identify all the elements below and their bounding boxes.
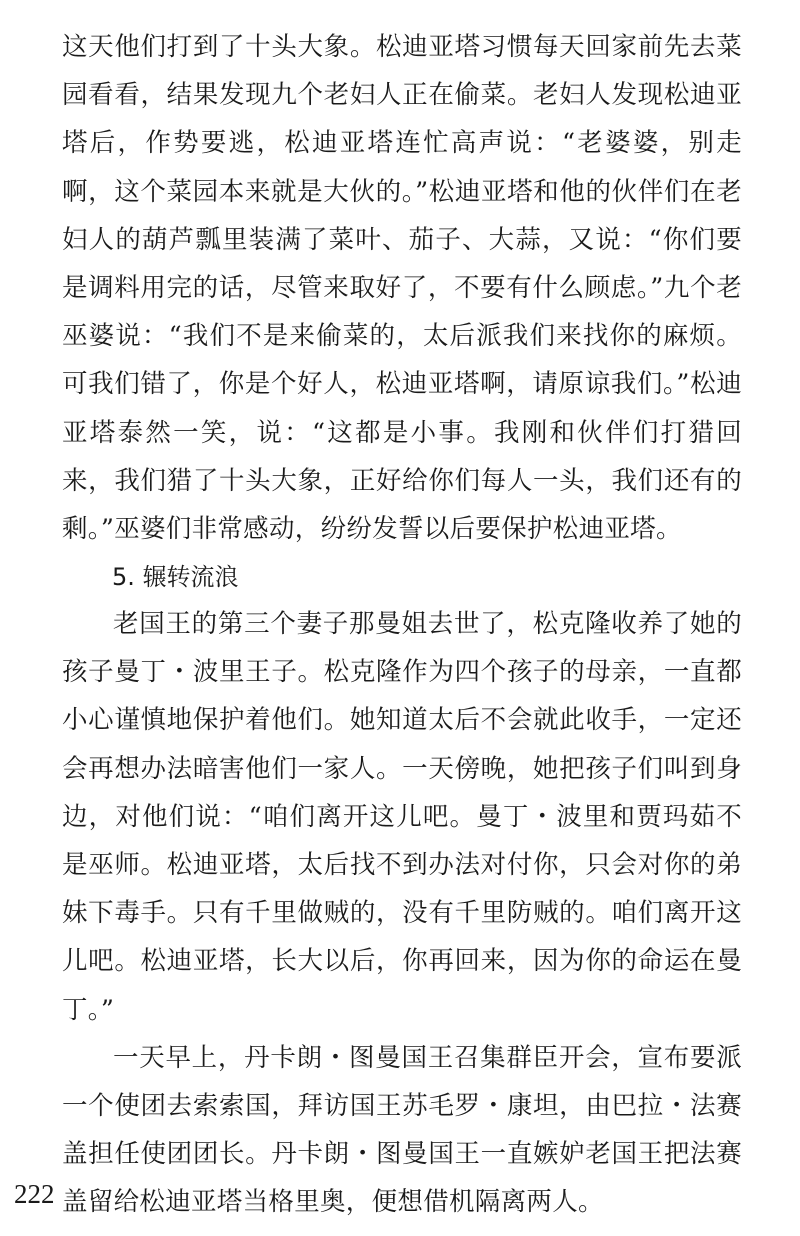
- paragraph-opening: 这天他们打到了十头大象。松迪亚塔习惯每天回家前先去菜园看看，结果发现九个老妇人正在偷菜。老妇人发现松迪亚塔后，作势要逃，松迪亚塔连忙高声说：“老婆婆，别走啊，这个菜园本来就是大伙的。”松迪亚塔和他的伙伴们在老妇人的葫芦瓢里装满了菜叶、茄子、大蒜，又说：“你们要是调料用完的话，尽管来取好了，不要有什么顾虑。”九个老巫婆说：“我们不是来偷菜的，太后派我们来找你的麻烦。可我们错了，你是个好人，松迪亚塔啊，请原谅我们。”松迪亚塔泰然一笑，说：“这都是小事。我刚和伙伴们打猎回来，我们猎了十头大象，正好给你们每人一头，我们还有的剩。”巫婆们非常感动，纷纷发誓以后要保护松迪亚塔。: [62, 32, 742, 545]
- opening-text-block: [62, 23, 742, 553]
- paragraph-section-1: 老国王的第三个妻子那曼姐去世了，松克隆收养了她的孩子曼丁・波里王子。松克隆作为四个孩子的母亲，一直都小心谨慎地保护着他们。她知道太后不会就此收手，一定还会再想办法暗害他们一家人。一天傍晚，她把孩子们叫到身边，对他们说：“咱们离开这儿吧。曼丁・波里和贾玛茹不是巫师。松迪亚塔，太后找不到办法对付你，只会对你的弟妹下毒手。只有千里做贼的，没有千里防贼的。咱们离开这儿吧。松迪亚塔，长大以后，你再回来，因为你的命运在曼丁。”: [62, 609, 742, 1025]
- paragraph-section-2: 一天早上，丹卡朗・图曼国王召集群臣开会，宣布要派一个使团去索索国，拜访国王苏毛罗・康坦，由巴拉・法赛盖担任使团团长。丹卡朗・图曼国王一直嫉妒老国王把法赛盖留给松迪亚塔当格里奥，便想借机隔离两人。: [62, 1042, 742, 1218]
- page-number: 222: [14, 1179, 55, 1209]
- section-heading: 5. 辗转流浪: [112, 563, 239, 591]
- section-text-block: [62, 600, 742, 1227]
